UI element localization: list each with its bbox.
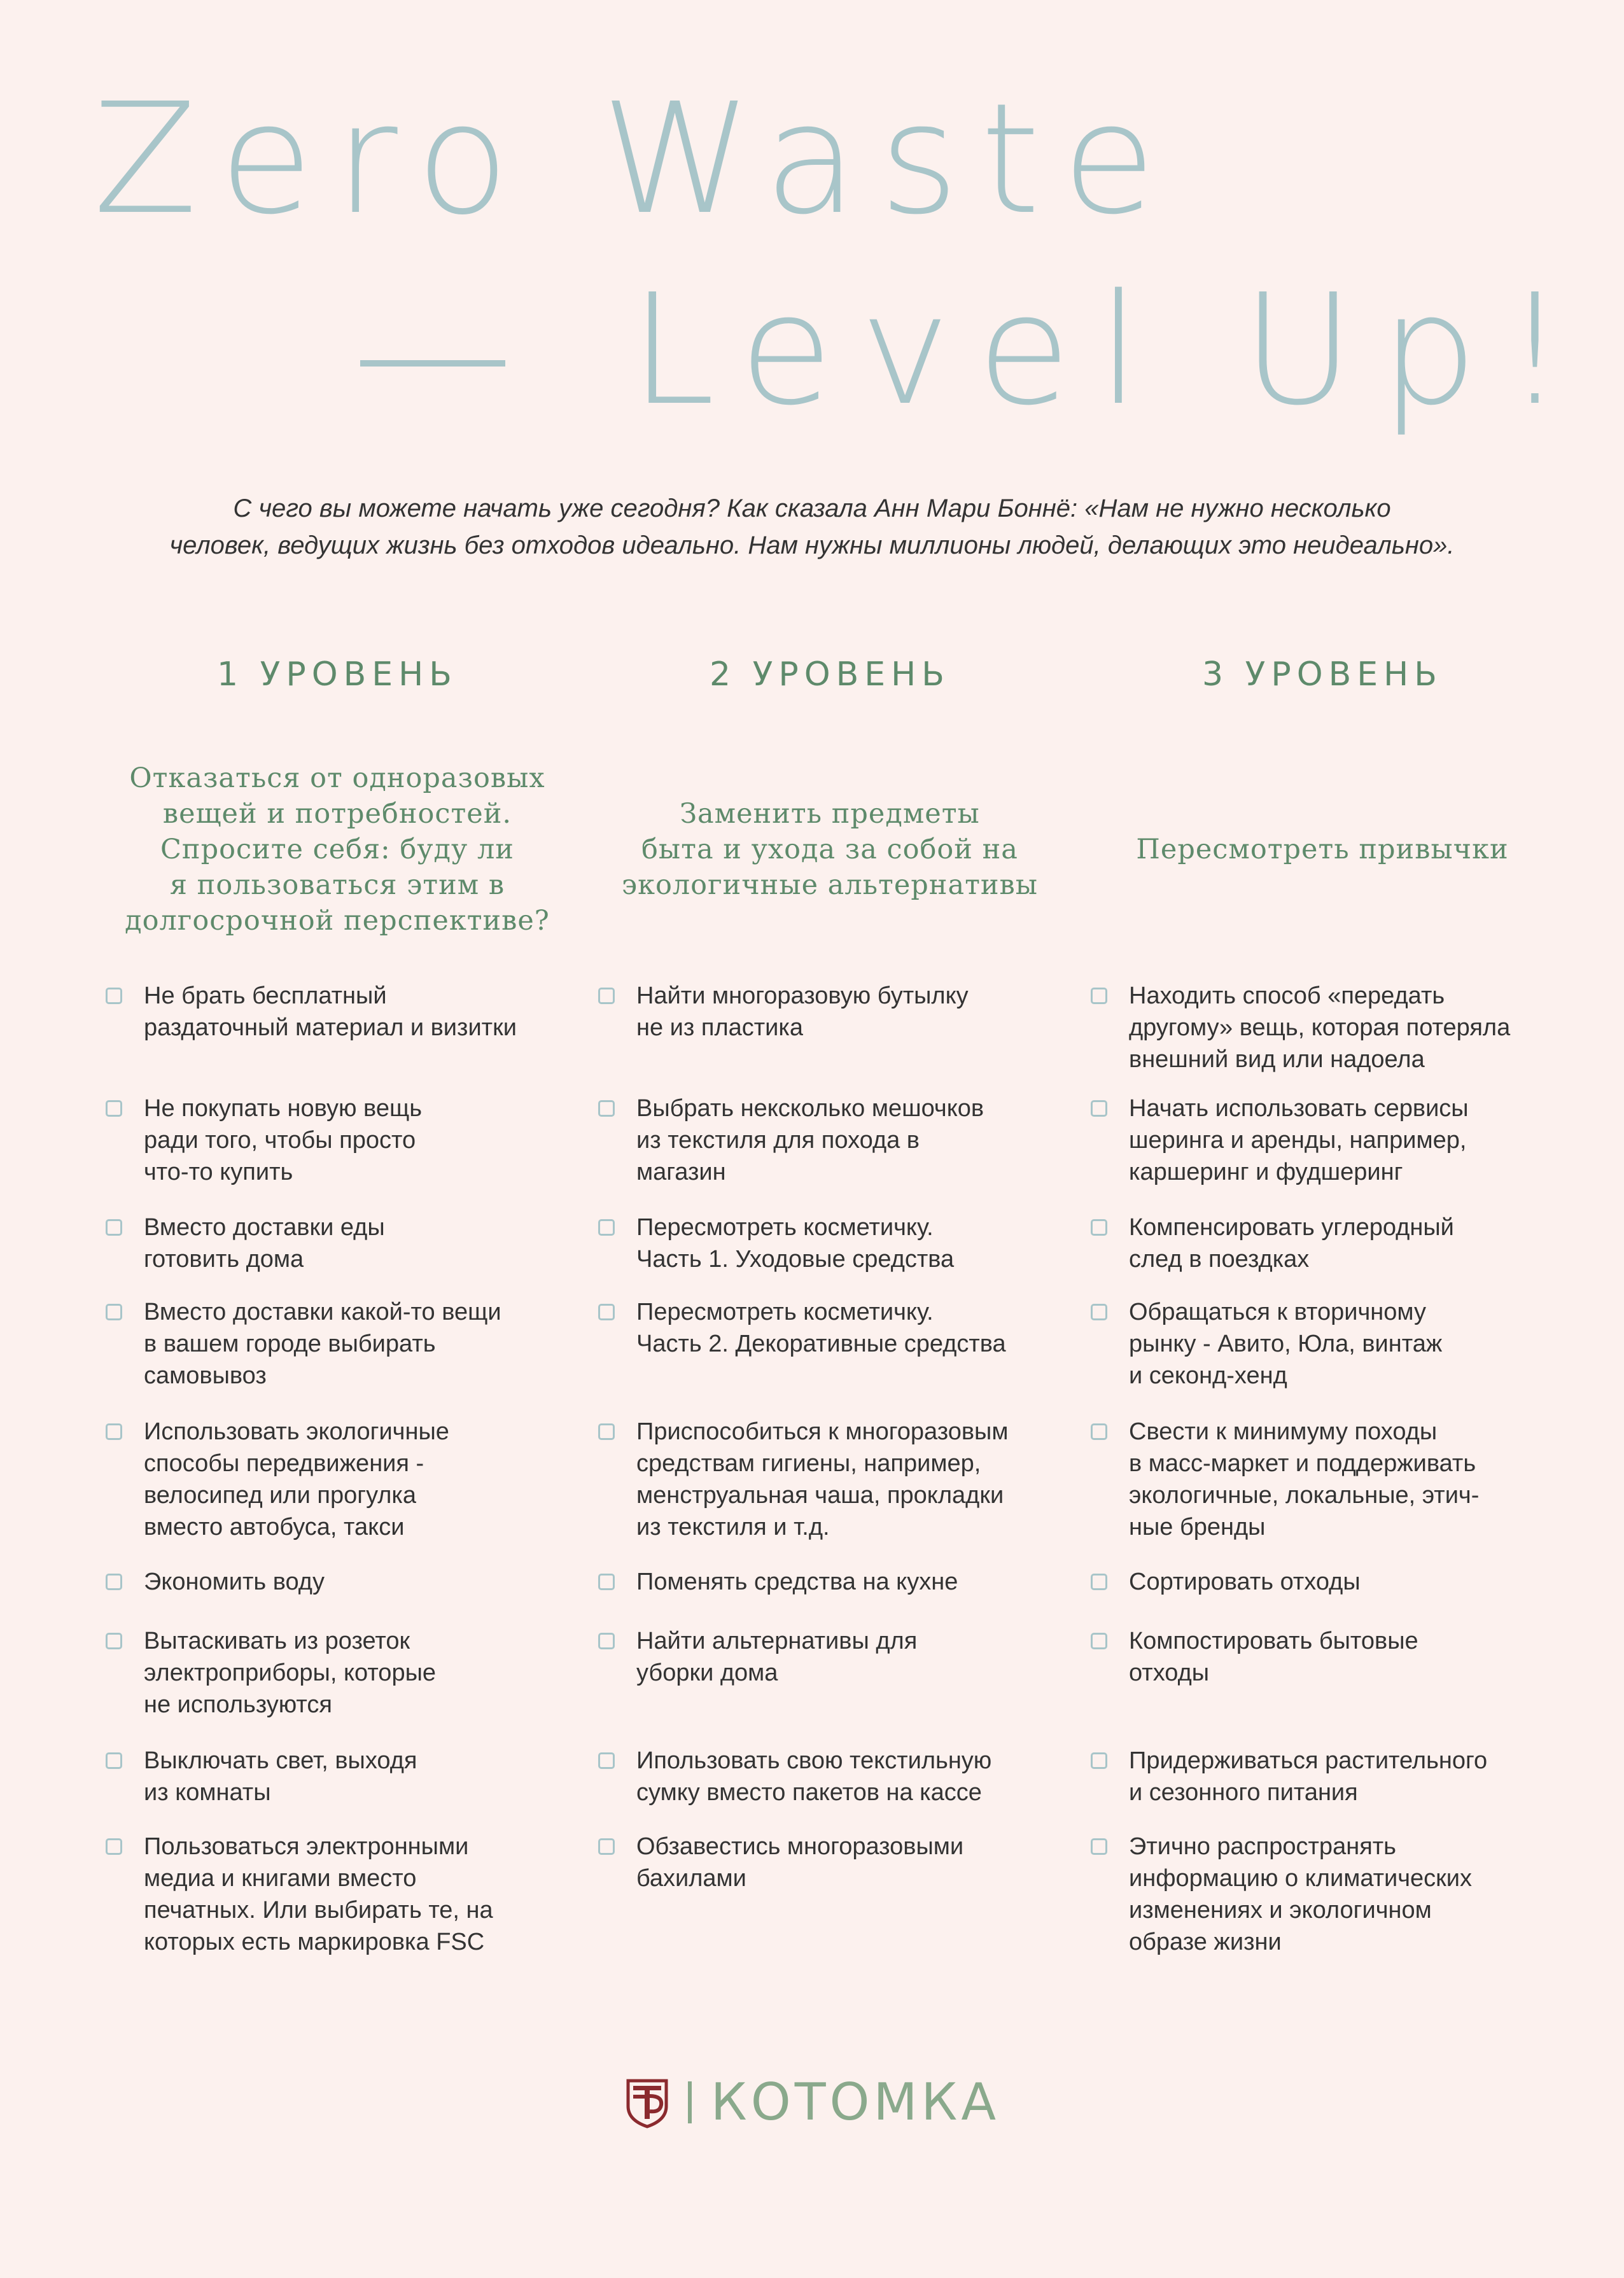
level-subtitle-line: долгосрочной перспективе? — [125, 905, 550, 937]
checklist-item-text — [1129, 1416, 1479, 1543]
checklist-item-line: способы передвижения - — [144, 1450, 424, 1477]
checkbox[interactable] — [598, 1304, 615, 1320]
checkbox[interactable] — [598, 988, 615, 1004]
checklist-item — [102, 1093, 573, 1188]
checklist-item-line: ные бренды — [1129, 1514, 1266, 1541]
checklist-item-line: вместо автобуса, такси — [144, 1514, 405, 1541]
level-subtitle-line: Пересмотреть привычки — [1136, 834, 1509, 865]
checklist-item-line: другому» вещь, которая потеряла — [1129, 1014, 1511, 1041]
checklist-item-line: Вместо доставки какой-то вещи — [144, 1299, 501, 1325]
checklist-item-line: Находить способ «передать — [1129, 982, 1445, 1009]
checklist-item — [594, 1745, 1065, 1808]
checklist-item-line: средствам гигиены, например, — [636, 1450, 981, 1477]
checkbox[interactable] — [598, 1100, 615, 1117]
checklist-item-line: Свести к минимуму походы — [1129, 1418, 1438, 1445]
checklist-item-text — [144, 1093, 422, 1188]
page-title-line-2: Level Up! — [630, 261, 1593, 439]
checklist-item-line: отходы — [1129, 1660, 1210, 1686]
checklist-item — [1087, 1296, 1558, 1392]
checklist-item-text — [636, 1093, 984, 1188]
checkbox[interactable] — [598, 1838, 615, 1855]
checkbox[interactable] — [1091, 1423, 1107, 1440]
checklist-item-text — [1129, 1625, 1418, 1689]
level-subtitle-line: вещей и потребностей. — [162, 798, 512, 830]
checklist-item-line: Часть 2. Декоративные средства — [636, 1331, 1006, 1357]
checklist-item-line: что-то купить — [144, 1159, 293, 1185]
checklist-item-line: сумку вместо пакетов на кассе — [636, 1779, 982, 1806]
checklist-item-line: ради того, чтобы просто — [144, 1127, 416, 1154]
checklist-item — [102, 980, 573, 1044]
checklist-item-line: Выключать свет, выходя — [144, 1747, 417, 1774]
checklist-item-line: след в поездках — [1129, 1246, 1310, 1273]
checklist-item-line: каршеринг и фудшеринг — [1129, 1159, 1403, 1185]
checklist-item-line: информацию о климатических — [1129, 1865, 1473, 1892]
level-title: 1 УРОВЕНЬ — [217, 655, 458, 694]
level-subtitle-line: я пользоваться этим в — [169, 869, 505, 901]
checklist-item — [1087, 1831, 1558, 1958]
level-subtitle-line: Отказаться от одноразовых — [129, 762, 545, 794]
checklist-item-line: уборки дома — [636, 1660, 778, 1686]
checkbox[interactable] — [598, 1574, 615, 1590]
checkbox[interactable] — [1091, 1100, 1107, 1117]
level-subtitle-line: быта и ухода за собой на — [641, 834, 1018, 865]
checkbox[interactable] — [598, 1219, 615, 1236]
checklist-item-line: Не брать бесплатный — [144, 982, 387, 1009]
level-title: 3 УРОВЕНЬ — [1202, 655, 1443, 694]
checklist-item-text — [636, 1416, 1008, 1543]
checklist-item-line: изменениях и экологичном — [1129, 1897, 1432, 1924]
checklist-item-line: Обращаться к вторичному — [1129, 1299, 1426, 1325]
checkbox[interactable] — [1091, 1219, 1107, 1236]
checklist-item-line: из комнаты — [144, 1779, 271, 1806]
intro-line: С чего вы можете начать уже сегодня? Как сказала Анн Мари Боннё: «Нам не нужно несколько — [233, 494, 1391, 522]
checklist-item-line: менструальная чаша, прокладки — [636, 1482, 1004, 1509]
checklist-item-line: готовить дома — [144, 1246, 304, 1273]
checklist-item-line: Часть 1. Уходовые средства — [636, 1246, 955, 1273]
checklist-item — [1087, 980, 1558, 1075]
checkbox[interactable] — [106, 988, 122, 1004]
checklist-item-line: Пользоваться электронными — [144, 1833, 469, 1860]
checklist-item-text — [636, 1745, 991, 1808]
checklist-item-text — [144, 1625, 436, 1721]
checklist-item — [594, 1212, 1065, 1275]
checklist-item-line: Компенсировать углеродный — [1129, 1214, 1454, 1241]
checklist-item-line: Пересмотреть косметичку. — [636, 1214, 934, 1241]
checklist-item-line: образе жизни — [1129, 1929, 1282, 1955]
checklist-item-text — [1129, 1296, 1442, 1392]
checklist-item-line: медиа и книгами вместо — [144, 1865, 417, 1892]
checkbox[interactable] — [598, 1633, 615, 1649]
checkbox[interactable] — [1091, 1633, 1107, 1649]
checkbox[interactable] — [1091, 1752, 1107, 1769]
checklist-item — [594, 1296, 1065, 1360]
checkbox[interactable] — [106, 1100, 122, 1117]
checklist-item-text — [144, 1296, 501, 1392]
level-subtitle — [102, 738, 573, 961]
checklist-item-line: бахилами — [636, 1865, 746, 1892]
checklist-item-line: Сортировать отходы — [1129, 1569, 1361, 1595]
checklist-item-text — [636, 1296, 1006, 1360]
checklist-item — [102, 1745, 573, 1808]
checklist-item-line: экологичные, локальные, этич- — [1129, 1482, 1480, 1509]
checklist-item — [594, 1831, 1065, 1894]
checklist-item-text — [636, 1625, 917, 1689]
checklist-item — [102, 1831, 573, 1958]
checklist-item-line: из текстиля для похода в — [636, 1127, 920, 1154]
checklist-item — [1087, 1745, 1558, 1808]
checklist-item-line: Пересмотреть косметичку. — [636, 1299, 934, 1325]
checklist-item-line: Обзавестись многоразовыми — [636, 1833, 964, 1860]
checklist-item-line: шеринга и аренды, например, — [1129, 1127, 1467, 1154]
checklist-item-line: Вместо доставки еды — [144, 1214, 385, 1241]
checklist-item-text — [1129, 1745, 1487, 1808]
checklist-item-line: Приспособиться к многоразовым — [636, 1418, 1009, 1445]
checklist-item-line: велосипед или прогулка — [144, 1482, 417, 1509]
checkbox[interactable] — [106, 1574, 122, 1590]
title-dash — [360, 360, 505, 367]
checklist-item-text — [1129, 1831, 1472, 1958]
checkbox[interactable] — [106, 1423, 122, 1440]
checkbox[interactable] — [106, 1304, 122, 1320]
checkbox[interactable] — [106, 1838, 122, 1855]
checklist-item-text — [1129, 1566, 1361, 1598]
kotomka-logo-icon — [624, 2076, 670, 2129]
checklist-item-line: Экономить воду — [144, 1569, 325, 1595]
checklist-item-line: не используются — [144, 1691, 332, 1718]
checklist-item-line: Не покупать новую вещь — [144, 1095, 423, 1122]
checkbox[interactable] — [598, 1752, 615, 1769]
level-subtitle — [1087, 738, 1558, 961]
checklist-item-line: Начать использовать сервисы — [1129, 1095, 1469, 1122]
checklist-item-text — [144, 980, 517, 1044]
checklist-item-line: самовывоз — [144, 1362, 267, 1389]
checklist-item-line: внешний вид или надоела — [1129, 1046, 1425, 1073]
footer — [0, 2072, 1624, 2132]
checklist-item-text — [636, 1212, 954, 1275]
checklist-item — [1087, 1566, 1558, 1598]
checklist-item — [1087, 1093, 1558, 1188]
checklist-item-line: в вашем городе выбирать — [144, 1331, 436, 1357]
checklist-item — [102, 1566, 573, 1598]
checklist-item — [594, 1093, 1065, 1188]
checklist-item-text — [1129, 1093, 1469, 1188]
checklist-item-text — [636, 1831, 963, 1894]
level-subtitle-line: Спросите себя: буду ли — [160, 834, 514, 865]
checklist-item — [102, 1212, 573, 1275]
page-title-line-1: Zero Waste — [93, 70, 1178, 248]
checklist-item — [102, 1416, 573, 1543]
checkbox[interactable] — [1091, 1838, 1107, 1855]
checklist-item-text — [144, 1745, 417, 1808]
checklist-item-line: Поменять средства на кухне — [636, 1569, 958, 1595]
checkbox[interactable] — [1091, 988, 1107, 1004]
brand-separator — [688, 2081, 692, 2123]
checkbox[interactable] — [106, 1633, 122, 1649]
checklist-item — [594, 1625, 1065, 1689]
checklist-item-line: раздаточный материал и визитки — [144, 1014, 517, 1041]
checkbox[interactable] — [598, 1423, 615, 1440]
checklist-item — [1087, 1212, 1558, 1275]
checklist-item — [1087, 1625, 1558, 1689]
checklist-item-line: Найти многоразовую бутылку — [636, 982, 969, 1009]
checkbox[interactable] — [1091, 1304, 1107, 1320]
checklist-item — [594, 980, 1065, 1044]
checklist-item-line: Найти альтернативы для — [636, 1628, 918, 1654]
checklist-item-text — [636, 1566, 958, 1598]
checklist-item-line: из текстиля и т.д. — [636, 1514, 830, 1541]
checklist-item-line: Компостировать бытовые — [1129, 1628, 1418, 1654]
checklist-item-line: Выбрать нексколько мешочков — [636, 1095, 984, 1122]
checklist-item-line: Использовать экологичные — [144, 1418, 449, 1445]
checklist-item-line: Вытаскивать из розеток — [144, 1628, 410, 1654]
checklist-item-line: печатных. Или выбирать те, на — [144, 1897, 493, 1924]
checkbox[interactable] — [106, 1752, 122, 1769]
level-title: 2 УРОВЕНЬ — [710, 655, 950, 694]
level-subtitle-line: Заменить предметы — [680, 798, 980, 830]
intro-line: человек, ведущих жизнь без отходов идеально. Нам нужны миллионы людей, делающих это неидеально». — [169, 531, 1455, 559]
checklist-item — [102, 1296, 573, 1392]
checklist-item-line: рынку - Авито, Юла, винтаж — [1129, 1331, 1443, 1357]
checklist-item-text — [144, 1566, 325, 1598]
checklist-item-line: которых есть маркировка FSC — [144, 1929, 485, 1955]
checkbox[interactable] — [1091, 1574, 1107, 1590]
checklist-item-line: и сезонного питания — [1129, 1779, 1358, 1806]
checklist-item-line: в масс-маркет и поддерживать — [1129, 1450, 1476, 1477]
checklist-item — [1087, 1416, 1558, 1543]
checklist-item-line: Придерживаться растительного — [1129, 1747, 1488, 1774]
checklist-item-text — [144, 1416, 449, 1543]
checklist-item-line: и секонд-хенд — [1129, 1362, 1287, 1389]
checklist-item-line: магазин — [636, 1159, 726, 1185]
checklist-item-line: не из пластика — [636, 1014, 803, 1041]
checklist-item-text — [636, 980, 969, 1044]
brand-name: КОТОМКА — [710, 2072, 1000, 2132]
checklist-item-text — [1129, 980, 1510, 1075]
checklist-item-text — [144, 1212, 385, 1275]
checklist-item-line: Этично распространять — [1129, 1833, 1396, 1860]
checklist-item — [594, 1416, 1065, 1543]
level-subtitle — [594, 738, 1065, 961]
checklist-item — [102, 1625, 573, 1721]
checklist-item — [594, 1566, 1065, 1598]
checklist-item-text — [1129, 1212, 1454, 1275]
checklist-item-line: Ипользовать свою текстильную — [636, 1747, 992, 1774]
checklist-item-text — [144, 1831, 493, 1958]
checklist-item-line: электроприборы, которые — [144, 1660, 437, 1686]
checkbox[interactable] — [106, 1219, 122, 1236]
intro-quote — [64, 490, 1560, 564]
level-subtitle-line: экологичные альтернативы — [622, 869, 1038, 901]
